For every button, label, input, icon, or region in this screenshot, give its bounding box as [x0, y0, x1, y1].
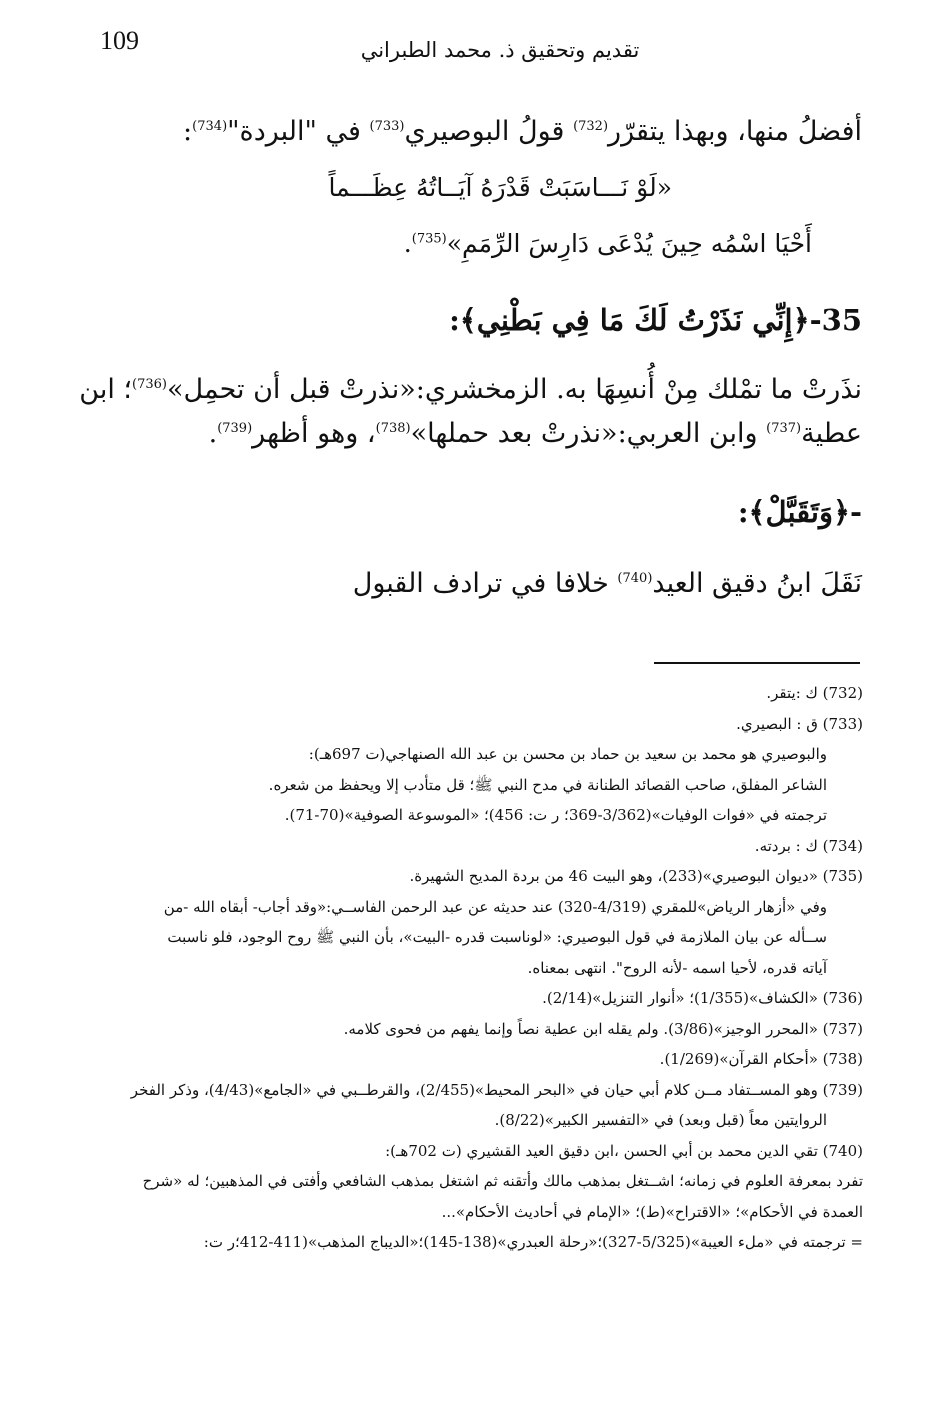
footnote-738: (738) «أحكام القرآن»(1/269).: [659, 1050, 863, 1068]
footnote-ref-739[interactable]: (739): [217, 421, 253, 436]
text-segment: ، وهو أظهر: [252, 418, 376, 449]
footnote-ref-737[interactable]: (737): [766, 421, 802, 436]
footnote-733-line: الشاعر المفلق، صاحب القصائد الطنانة في مدح النبي ﷺ؛ قل متأدب إلا ويحفظ من شعره.: [268, 775, 827, 794]
footnote-735-line: ســأله عن بيان الملازمة في قول البوصيري: «لوناسبت قدره -البيت»، بأن النبي ﷺ روح الوجود، فلو ناسبت: [167, 928, 827, 946]
text-line: [90, 412, 862, 456]
footnote-739: (739) وهو المســتفاد مــن كلام أبي حيان في «البحر المحيط»(2/455)، والقرطــبي في «الجامع»(4/43)، وذكر الفخر: [130, 1080, 863, 1099]
footnote-735-line: آياته قدره، لأحيا اسمه -لأنه الروح". انتهى بمعناه.: [527, 958, 827, 977]
footnote-ref-740[interactable]: (740): [617, 571, 653, 586]
text-segment: عطية: [801, 418, 862, 449]
text-line-last: [90, 562, 862, 606]
text-segment: .: [403, 229, 412, 258]
text-segment: خلافا في ترادف القبول: [352, 568, 618, 599]
footnote-739-line: الروايتين معاً (قبل وبعد) في «التفسير الكبير»(8/22).: [494, 1111, 827, 1129]
text-segment: وابن العربي:«نذرتْ بعد حملها»: [410, 418, 767, 449]
text-segment: نذَرتْ ما تمْلك مِنْ أُنسِهَا به. الزمخشري:«نذرتْ قبل أن تحمِل»: [167, 374, 862, 405]
footnote-ref-733[interactable]: (733): [369, 119, 405, 134]
footnote-divider: [654, 662, 860, 664]
footnote-740-line: = ترجمته في «ملء العيبة»(5/325-327)؛«رحلة العبدري»(138-145)؛«الديباج المذهب»(411-412؛ر ت:: [203, 1233, 863, 1251]
footnote-735: (735) «ديوان البوصيري»(233)، وهو البيت 46 من بردة المديح الشهيرة.: [409, 867, 863, 885]
section-heading-35: 35-﴿إِنِّي نَذَرْتُ لَكَ مَا فِي بَطْنِي﴾:: [449, 303, 862, 337]
footnote-ref-735[interactable]: (735): [411, 231, 447, 247]
footnote-733: (733) ق : البصيري.: [736, 714, 863, 733]
main-text: [79, 110, 862, 606]
footnotes: [88, 680, 863, 1260]
text-line: [79, 368, 862, 412]
text-line-1: [90, 110, 862, 154]
section-heading-taqabbal: -﴿وَتَقَبَّلْ﴾:: [737, 495, 862, 529]
page-number: 109: [100, 26, 139, 55]
footnote-ref-738[interactable]: (738): [375, 421, 411, 436]
text-segment: :: [183, 116, 193, 147]
footnote-735-line: وفي «أزهار الرياض»للمقري (4/319-320) عند حديثه عن عبد الرحمن الفاســي:«وقد أجاب- أبقاه الله -من: [163, 897, 827, 916]
text-segment: .: [208, 418, 218, 449]
footnote-ref-732[interactable]: (732): [573, 119, 609, 134]
footnote-ref-734[interactable]: (734): [192, 119, 228, 134]
footnote-740: (740) تقي الدين محمد بن أبي الحسن ،ابن دقيق العيد القشيري (ت 702هـ):: [385, 1141, 863, 1160]
footnote-737: (737) «المحرر الوجيز»(3/86). ولم يقله ابن عطية نصاً وإنما يفهم من فحوى كلامه.: [343, 1019, 863, 1038]
text-segment: في "البردة": [227, 116, 370, 147]
text-segment: نَقَلَ ابنُ دقيق العيد: [652, 568, 862, 599]
footnote-ref-736[interactable]: (736): [132, 377, 167, 392]
text-segment: أَحْيَا اسْمُه حِينَ يُدْعَى دَارِسَ الرِّمَمِ»: [446, 229, 812, 258]
footnote-733-line: والبوصيري هو محمد بن سعيد بن حماد بن محسن بن عبد الله الصنهاجي(ت 697هـ):: [308, 745, 827, 763]
text-segment: قولُ البوصيري: [404, 116, 574, 147]
running-header: تقديم وتحقيق ذ. محمد الطبراني: [360, 38, 640, 62]
footnote-732: (732) ك :يتقر.: [766, 684, 863, 702]
footnote-736: (736) «الكشاف»(1/355)؛ «أنوار التنزيل»(2/14).: [542, 989, 863, 1007]
text-segment: أفضلُ منها، وبهذا يتقرّر: [608, 116, 862, 147]
footnote-733-line: ترجمته في «فوات الوفيات»(3/362-369؛ ر ت: 456)؛ «الموسوعة الصوفية»(70-71).: [284, 806, 827, 824]
paragraph: [79, 368, 862, 456]
text-segment: ؛ ابن: [79, 374, 133, 405]
verse-line-1: «لَوْ نَـــاسَبَتْ قَدْرَهُ آيَــاتُهُ عِظَـــماً: [328, 173, 672, 202]
footnote-740-line: تفرد بمعرفة العلوم في زمانه؛ اشــتغل بمذهب مالك وأتقنه ثم اشتغل بمذهب الشافعي وأفتى في المذهبين؛ له «شرح: [142, 1172, 863, 1190]
verse-line-2: [90, 222, 862, 266]
footnote-734: (734) ك : بردته.: [754, 836, 863, 855]
footnote-740-line: العمدة في الأحكام»؛ «الاقتراح»(ط)؛ «الإمام في أحاديث الأحكام»...: [441, 1202, 863, 1221]
